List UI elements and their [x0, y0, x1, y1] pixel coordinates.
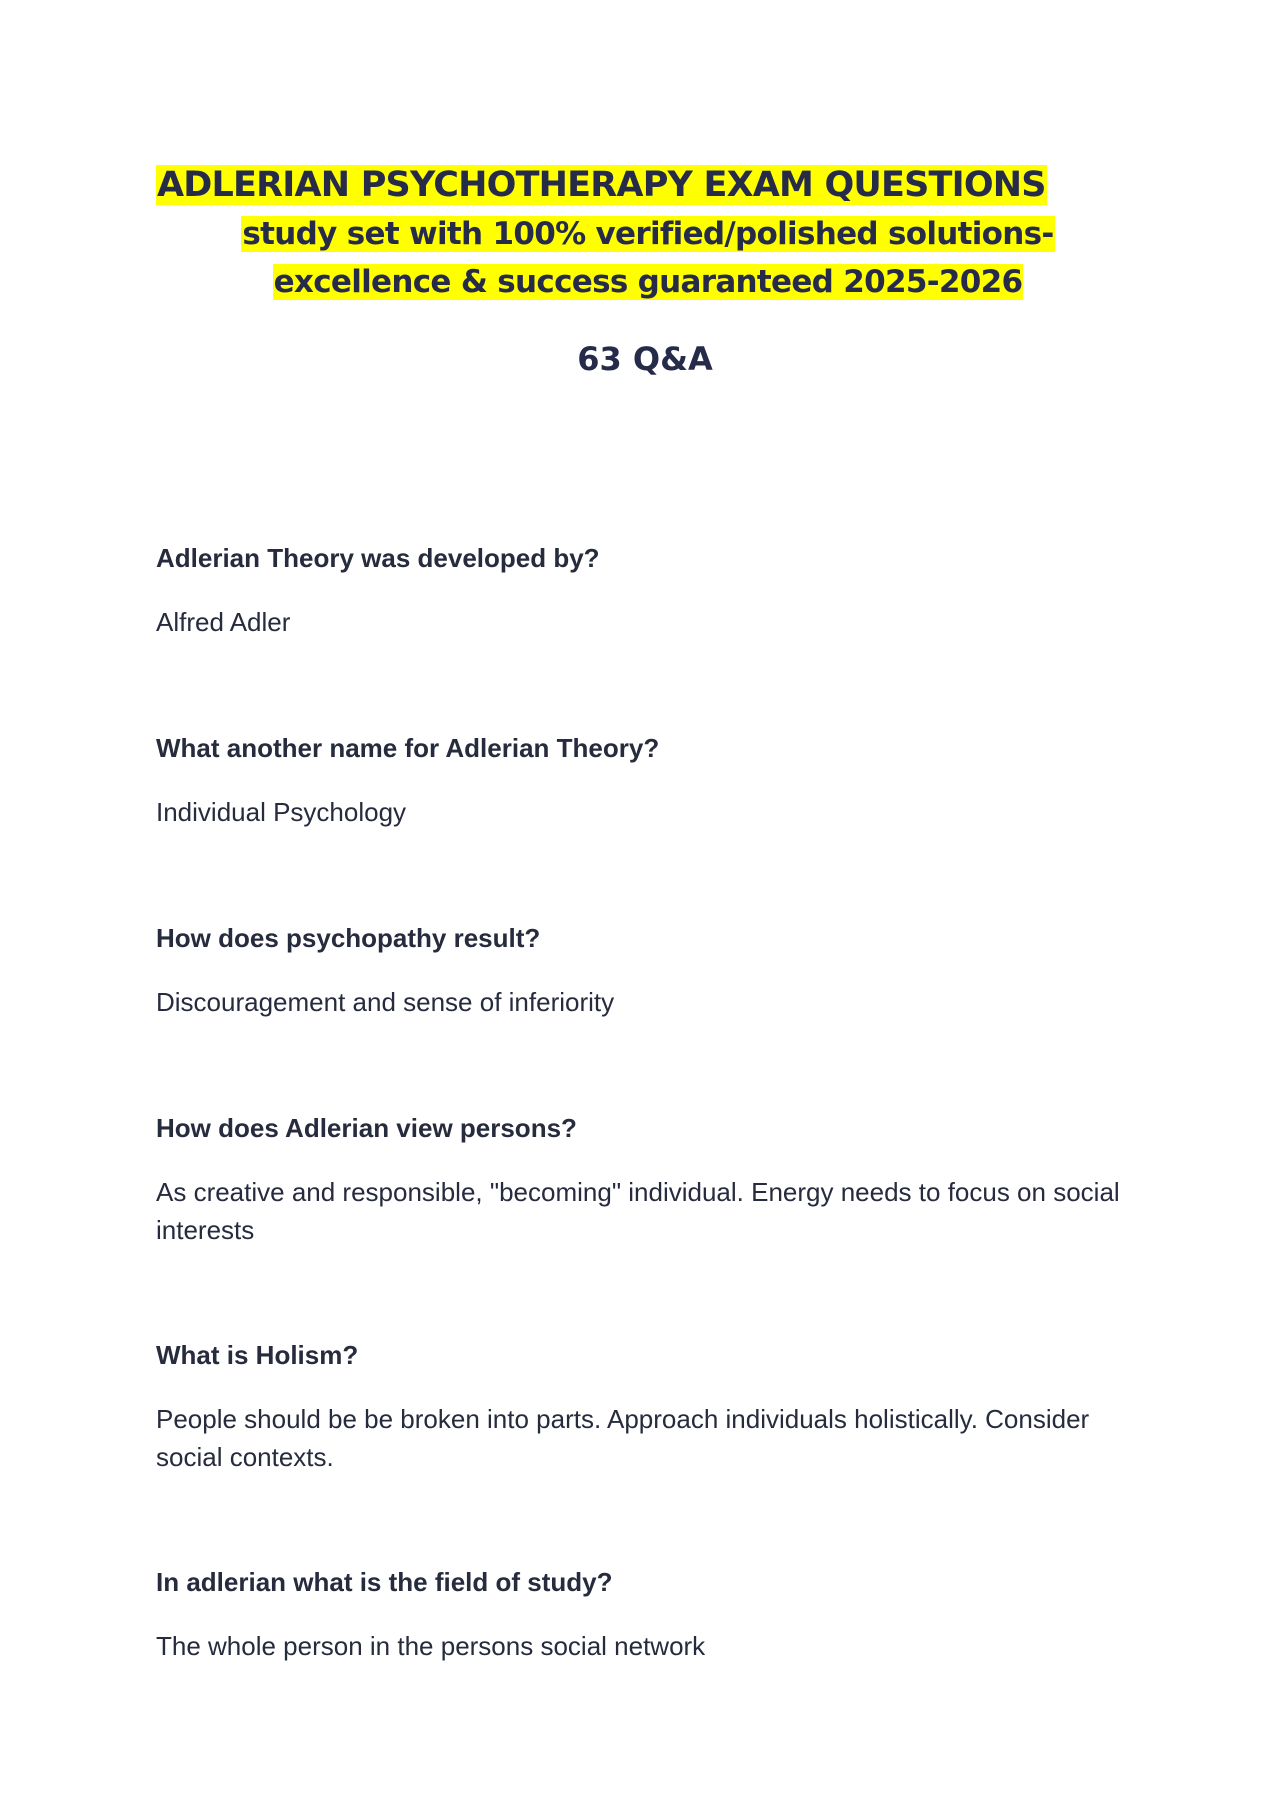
question-text: Adlerian Theory was developed by? — [156, 543, 600, 573]
qa-item — [156, 1337, 1136, 1476]
answer-text: As creative and responsible, "becoming" individual. Energy needs to focus on social interests — [156, 1177, 1120, 1245]
subtitle-line-2 — [8, 258, 1280, 307]
answer-text: Alfred Adler — [156, 607, 291, 637]
qa-item — [156, 730, 1136, 831]
qa-count-heading: 63 Q&A — [577, 340, 713, 378]
subtitle-highlight-1: study set with 100% verified/polished solutions- — [242, 216, 1054, 252]
qa-item — [156, 1564, 1136, 1665]
answer-text: Individual Psychology — [156, 797, 407, 827]
title-highlight: ADLERIAN PSYCHOTHERAPY EXAM QUESTIONS — [157, 165, 1046, 205]
question-text: In adlerian what is the field of study? — [156, 1567, 613, 1597]
question-text: How does psychopathy result? — [156, 923, 541, 953]
subtitle-highlight-2: excellence & success guaranteed 2025-2026 — [273, 264, 1023, 300]
qa-item — [156, 1110, 1136, 1249]
answer-text: The whole person in the persons social network — [156, 1631, 706, 1661]
answer-text: People should be be broken into parts. Approach individuals holistically. Consider social contexts. — [156, 1404, 1090, 1472]
question-text: How does Adlerian view persons? — [156, 1113, 577, 1143]
qa-item — [156, 540, 1136, 641]
title-heading — [156, 160, 1047, 210]
qa-item — [156, 920, 1136, 1021]
question-text: What another name for Adlerian Theory? — [156, 733, 660, 763]
question-text: What is Holism? — [156, 1340, 359, 1370]
answer-text: Discouragement and sense of inferiority — [156, 987, 615, 1017]
subtitle-line-1 — [8, 210, 1280, 259]
